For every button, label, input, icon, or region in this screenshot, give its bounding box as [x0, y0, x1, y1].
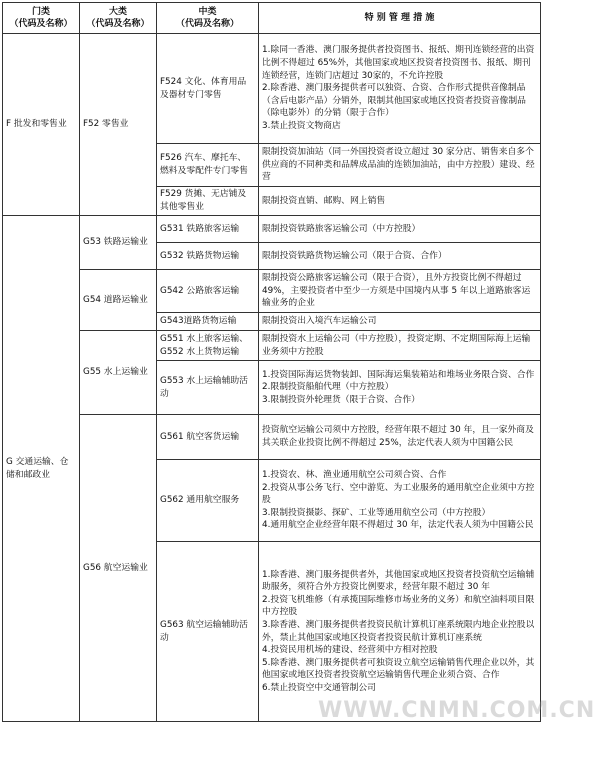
major-cell: G53 铁路运输业: [80, 216, 157, 270]
major-cell: G54 道路运输业: [80, 270, 157, 331]
table-row: [3, 270, 541, 313]
watermark: WWW.CNMN.COM.CN: [318, 698, 595, 723]
mid-cell: G543道路货物运输: [157, 313, 259, 331]
regulation-table: [2, 2, 541, 722]
header-major: 大类 （代码及名称）: [80, 3, 157, 34]
measures-cell: 限制投资加油站（同一外国投资者设立超过 30 家分店、销售来自多个供应商的不同种类和品牌成品油的连锁加油站，由中方控股）建设、经营: [259, 144, 541, 187]
category-cell: G 交通运输、仓储和邮政业: [3, 216, 80, 722]
measures-cell: 限制投资铁路货物运输公司（限于合资、合作）: [259, 243, 541, 270]
mid-cell: G532 铁路货物运输: [157, 243, 259, 270]
measures-cell: 限制投资直销、邮购、网上销售: [259, 187, 541, 216]
category-cell: F 批发和零售业: [3, 34, 80, 216]
measures-cell: 1.除同一香港、澳门服务提供者投资图书、报纸、期刊连锁经营的出资比例不得超过 65%外，其他国家或地区投资者投资图书、报纸、期刊连锁经营，连锁门店超过 30家的，不允许控股 2.除香港、澳门服务提供者可以独资、合资、合作形式提供音像制品（含后电影产品）分销外，限制其他国家或地区投资者投资音像制品（除电影外）的分销（限于合作） 3.禁止投资文物商店: [259, 34, 541, 144]
mid-cell: G553 水上运输辅助活动: [157, 361, 259, 415]
measures-cell: 限制投资铁路旅客运输公司（中方控股）: [259, 216, 541, 243]
measures-cell: 限制投资出入境汽车运输公司: [259, 313, 541, 331]
measures-cell: 1.投资农、林、渔业通用航空公司须合资、合作 2.投资从事公务飞行、空中游览、为工业服务的通用航空企业须中方控股 3.限制投资摄影、探矿、工业等通用航空公司（中方控股） 4.通用航空企业经营年限不得超过 30 年，法定代表人须为中国籍公民: [259, 460, 541, 542]
mid-cell: G531 铁路旅客运输: [157, 216, 259, 243]
header-measures: 特 别 管 理 措 施: [259, 3, 541, 34]
mid-cell: F524 文化、体育用品及器材专门零售: [157, 34, 259, 144]
major-cell: G55 水上运输业: [80, 331, 157, 415]
table-row: [3, 331, 541, 361]
measures-cell: 限制投资公路旅客运输公司（限于合资），且外方投资比例不得超过 49%，主要投资者中至少一方须是中国境内从事 5 年以上道路旅客运输业务的企业: [259, 270, 541, 313]
measures-cell: 限制投资水上运输公司（中方控股），投资定期、不定期国际海上运输业务须中方控股: [259, 331, 541, 361]
table-row: [3, 216, 541, 243]
mid-cell: G562 通用航空服务: [157, 460, 259, 542]
major-cell: F52 零售业: [80, 34, 157, 216]
measures-cell: 投资航空运输公司须中方控股，经营年限不超过 30 年，且一家外商及其关联企业投资比例不得超过 25%，法定代表人须为中国籍公民: [259, 415, 541, 460]
header-category: 门类 （代码及名称）: [3, 3, 80, 34]
table-row: [3, 415, 541, 460]
mid-cell: G563 航空运输辅助活动: [157, 542, 259, 722]
mid-cell: G561 航空客货运输: [157, 415, 259, 460]
measures-cell: 1.除香港、澳门服务提供者外，其他国家或地区投资者投资航空运输辅助服务，须符合外方投资比例要求，经营年限不超过 30 年 2.投资飞机维修（有承揽国际维修市场业务的义务）和航空油料项目限中方控股 3.除香港、澳门服务提供者投资民航计算机订座系统限内地企业控股以外，禁止其他国家或地区投资者投资民航计算机订座系统 4.投资民用机场的建设、经营须中方相对控股 5.除香港、澳门服务提供者可独资设立航空运输销售代理企业以外，其他国家或地区投资者投资航空运输销售代理企业须合资、合作 6.禁止投资空中交通管制公司: [259, 542, 541, 722]
mid-cell: F529 货摊、无店铺及其他零售业: [157, 187, 259, 216]
table-row: [3, 34, 541, 144]
header-mid: 中类 （代码及名称）: [157, 3, 259, 34]
table-header-row: [3, 3, 541, 34]
mid-cell: F526 汽车、摩托车、燃料及零配件专门零售: [157, 144, 259, 187]
mid-cell: G551 水上旅客运输、G552 水上货物运输: [157, 331, 259, 361]
major-cell: G56 航空运输业: [80, 415, 157, 722]
measures-cell: 1.投资国际海运货物装卸、国际海运集装箱站和堆场业务限合资、合作 2.限制投资船舶代理（中方控股） 3.限制投资外轮理货（限于合资、合作）: [259, 361, 541, 415]
mid-cell: G542 公路旅客运输: [157, 270, 259, 313]
